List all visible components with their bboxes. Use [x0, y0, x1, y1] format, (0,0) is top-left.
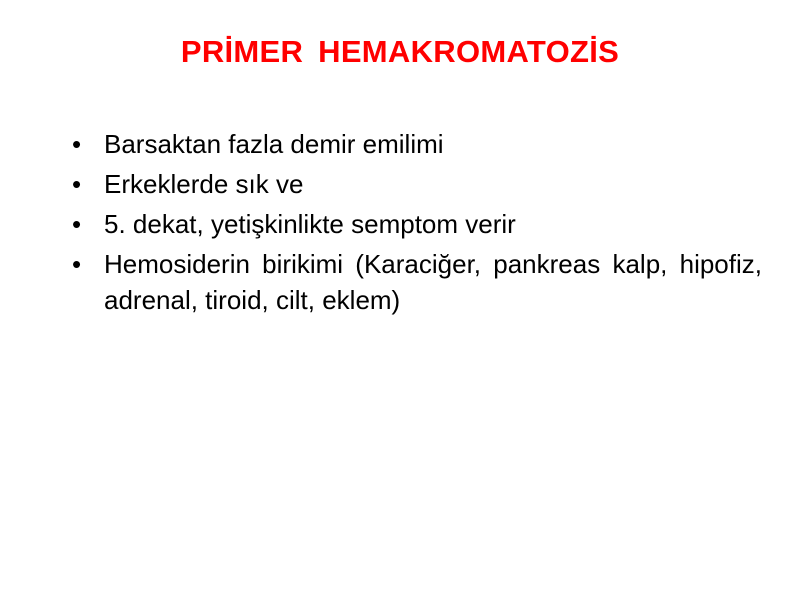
bullet-item: [72, 166, 762, 202]
bullet-marker: •: [72, 209, 82, 239]
bullet-item: [72, 206, 762, 242]
bullet-list: [72, 126, 762, 322]
bullet-item: [72, 246, 762, 318]
bullet-marker: •: [72, 249, 82, 279]
slide-title: PRİMER HEMAKROMATOZİS: [180, 34, 620, 69]
bullet-text: Barsaktan fazla demir emilimi: [104, 129, 444, 159]
bullet-item: [72, 126, 762, 162]
bullet-text: Hemosiderin birikimi (Karaciğer, pankreas kalp, hipofiz, adrenal, tiroid, cilt, eklem): [104, 249, 762, 315]
bullet-marker: •: [72, 129, 82, 159]
bullet-text: 5. dekat, yetişkinlikte semptom verir: [104, 209, 516, 239]
bullet-marker: •: [72, 169, 82, 199]
bullet-text: Erkeklerde sık ve: [104, 169, 304, 199]
